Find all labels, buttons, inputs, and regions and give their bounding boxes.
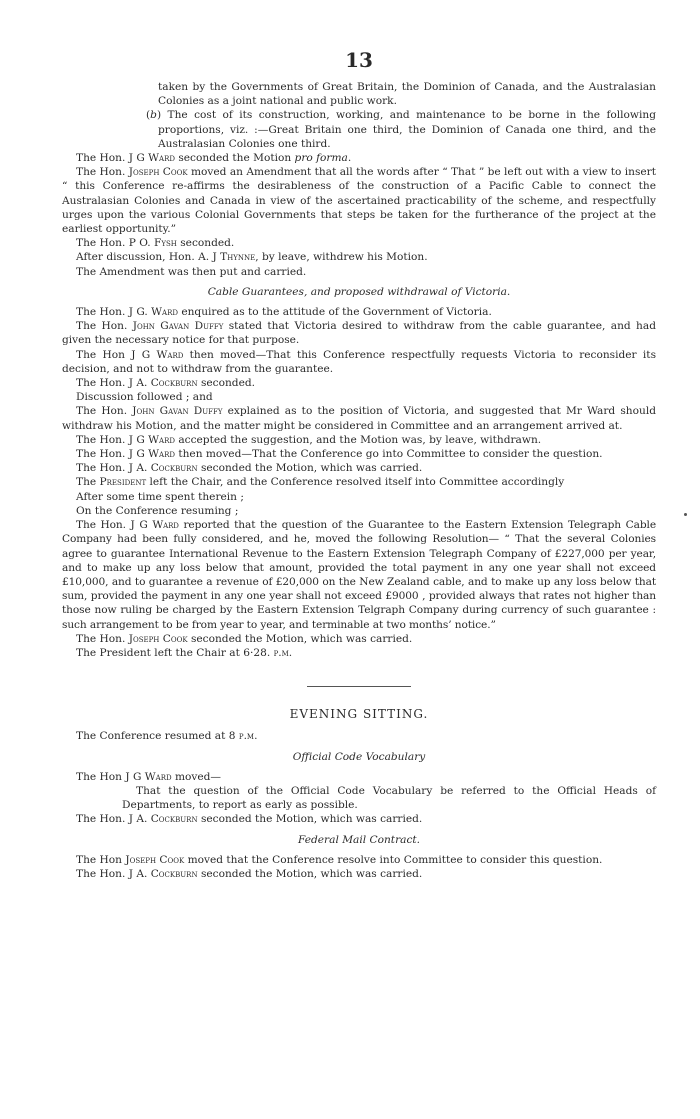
paragraph: [62, 433, 656, 447]
name-smallcaps: Ward: [144, 770, 172, 783]
name-smallcaps: Ward: [148, 448, 175, 461]
italic-text: b: [150, 109, 157, 122]
name-smallcaps: p.m.: [238, 730, 258, 743]
text-run: moved that the Conference resolve into Committee to consider this question.: [184, 853, 603, 866]
name-smallcaps: Cockburn: [150, 867, 198, 880]
paragraph: [62, 729, 656, 743]
text-run: The Hon J G: [76, 770, 145, 783]
paragraph: [62, 490, 656, 504]
paragraph: [62, 770, 656, 784]
text-run: The Hon: [76, 853, 126, 866]
paragraph: [62, 447, 656, 461]
name-smallcaps: Ward: [151, 306, 178, 319]
text-run: The: [76, 476, 100, 489]
margin-mark: [684, 513, 687, 516]
text-run: After discussion, Hon. A. J: [76, 251, 221, 264]
text-run: After some time spent therein ;: [76, 490, 244, 503]
text-run: The Hon. J A.: [76, 813, 151, 826]
italic-text: pro forma: [294, 152, 348, 165]
paragraph: [62, 236, 656, 250]
text-run: The Amendment was then put and carried.: [76, 265, 307, 278]
text-run: reported that the question of the Guarantee to the Eastern Extension Telegraph Cable Company had been fully considered, and he, moved the following Resolution— “ That the several Colonies agree to guarantee International Revenue to the Eastern Extension Telegraph Company of £227,000 per year, and to make up any loss below that amount, provided the total payment in any one year shall not exceed £10,000, and to guarantee a revenue of £20,000 on the New Zealand cable, and to make up any loss below that sum, provided the payment in any one year shall not exceed £9000 , provided always that rates not higher than those now ruling be charged by the Eastern Extension Telgraph Company during currency of such guarantee : such arrangement to be from year to year, and terminable at two months’ notice.”: [62, 519, 656, 631]
paragraph: [62, 376, 656, 390]
text-run: The Hon J G: [76, 348, 157, 361]
section-heading-cable-guarantees: [62, 285, 656, 299]
text-run: Federal Mail Contract.: [297, 833, 421, 846]
page-number: 13: [345, 48, 373, 72]
section-heading-mail-contract: [62, 833, 656, 847]
text-run: seconded.: [176, 237, 235, 250]
text-run: The Hon. J A.: [76, 462, 151, 475]
name-smallcaps: John Gavan Duffy: [132, 320, 224, 333]
text-run: The Hon. J A.: [76, 867, 151, 880]
name-smallcaps: Cockburn: [150, 813, 198, 826]
text-run: explained as to the position of Victoria, and suggested that Mr Ward should withdraw his Motion, and the matter might be considered in Committee and an arrangement arrived at.: [62, 405, 656, 432]
text-run: accepted the suggestion, and the Motion was, by leave, withdrawn.: [174, 433, 542, 446]
name-smallcaps: John Gavan Duffy: [132, 405, 223, 418]
paragraph: [62, 404, 656, 432]
paragraph: [62, 319, 656, 347]
paragraph: [62, 250, 656, 264]
text-run: On the Conference resuming ;: [76, 504, 239, 517]
text-run: ) The cost of its construction, working, and maintenance to be borne in the following proportions, viz. :—Great Britain one third, the Dominion of Canada one third, and the Australasian Colonies one third.: [156, 109, 656, 150]
text-run: EVENING SITTING.: [289, 707, 429, 722]
paragraph: [62, 853, 656, 867]
name-smallcaps: Joseph Cook: [128, 632, 188, 645]
name-smallcaps: Ward: [148, 152, 175, 165]
text-run: The Hon. J A.: [76, 377, 151, 390]
name-smallcaps: Ward: [148, 433, 175, 446]
paragraph: [62, 461, 656, 475]
text-run: That the question of the Official Code Vocabulary be referred to the Official Heads of Departments, to report as early as possible.: [122, 784, 656, 812]
text-run: then moved—That the Conference go into Committee to consider the question.: [174, 448, 603, 461]
text-run: The President left the Chair at 6·28.: [76, 646, 274, 659]
text-run: The Hon. J G: [76, 433, 149, 446]
name-smallcaps: Ward: [156, 348, 184, 361]
text-run: The Hon. J G: [76, 448, 149, 461]
text-run: moved an Amendment that all the words after “ That ” be left out with a view to insert “ this Conference re-affirms the desirableness of the construction of a Pacific Cable to connect the Australasian Colonies and Canada in view of the ascertained practicability of the scheme, and respectfully urges upon the various Colonial Governments that steps be taken for the furtherance of the project at the earliest opportunity.”: [62, 166, 656, 236]
text-run: then moved—That this Conference respectfully requests Victoria to reconsider its decision, and not to withdraw from the guarantee.: [62, 348, 656, 375]
name-smallcaps: Fysh: [154, 237, 177, 250]
clause-a-continuation: [62, 80, 656, 108]
text-run: stated that Victoria desired to withdraw from the cable guarantee, and had given the necessary notice for that purpose.: [62, 320, 656, 347]
text-run: left the Chair, and the Conference resolved itself into Committee accordingly: [146, 476, 565, 489]
paragraph: [62, 867, 656, 881]
text-run: The Hon. J G: [76, 152, 149, 165]
name-smallcaps: p.m.: [273, 646, 293, 659]
resolution-paragraph: [62, 518, 656, 632]
name-smallcaps: Joseph Cook: [128, 166, 188, 179]
text-run: The Hon.: [76, 166, 129, 179]
paragraph: [62, 305, 656, 319]
text-run: The Hon.: [76, 320, 133, 333]
section-divider: [307, 686, 411, 687]
text-run: moved—: [171, 770, 222, 783]
paragraph: [62, 265, 656, 279]
paragraph: [62, 632, 656, 646]
evening-sitting-heading: [62, 707, 656, 721]
text-run: taken by the Governments of Great Britain, the Dominion of Canada, and the Australasian Colonies as a joint national and public work.: [158, 81, 656, 108]
paragraph: [62, 475, 656, 489]
amendment-paragraph: [62, 165, 656, 236]
section-heading-code-vocabulary: [62, 750, 656, 764]
text-run: Discussion followed ; and: [76, 391, 213, 404]
text-run: (: [146, 109, 151, 122]
motion-text: [62, 784, 656, 812]
text-run: The Hon.: [76, 632, 129, 645]
text-run: seconded the Motion: [174, 152, 295, 165]
paragraph: [62, 646, 656, 660]
text-run: seconded the Motion, which was carried.: [197, 462, 423, 475]
paragraph: [62, 812, 656, 826]
text-run: The Conference resumed at 8: [76, 730, 239, 743]
text-run: , by leave, withdrew his Motion.: [255, 251, 428, 264]
name-smallcaps: President: [99, 476, 147, 489]
text-run: The Hon. J G: [76, 519, 153, 532]
text-run: enquired as to the attitude of the Government of Victoria.: [177, 306, 492, 319]
name-smallcaps: Cockburn: [150, 377, 198, 390]
text-run: seconded the Motion, which was carried.: [197, 813, 423, 826]
paragraph: [62, 151, 656, 165]
name-smallcaps: Thynne: [220, 251, 256, 264]
text-run: The Hon. P O.: [76, 237, 154, 250]
paragraph: [62, 348, 656, 376]
name-smallcaps: Joseph Cook: [125, 853, 185, 866]
text-run: seconded the Motion, which was carried.: [187, 632, 413, 645]
paragraph: [62, 390, 656, 404]
text-run: The Hon. J G.: [76, 306, 152, 319]
text-run: Official Code Vocabulary: [292, 750, 426, 763]
clause-b: [62, 108, 656, 151]
name-smallcaps: Ward: [152, 519, 179, 532]
text-run: seconded the Motion, which was carried.: [197, 867, 423, 880]
paragraph: [62, 504, 656, 518]
name-smallcaps: Cockburn: [150, 462, 198, 475]
text-run: Cable Guarantees, and proposed withdrawal of Victoria.: [207, 285, 511, 298]
text-run: .: [347, 152, 352, 165]
text-run: seconded.: [197, 377, 255, 390]
text-run: The Hon.: [76, 405, 133, 418]
